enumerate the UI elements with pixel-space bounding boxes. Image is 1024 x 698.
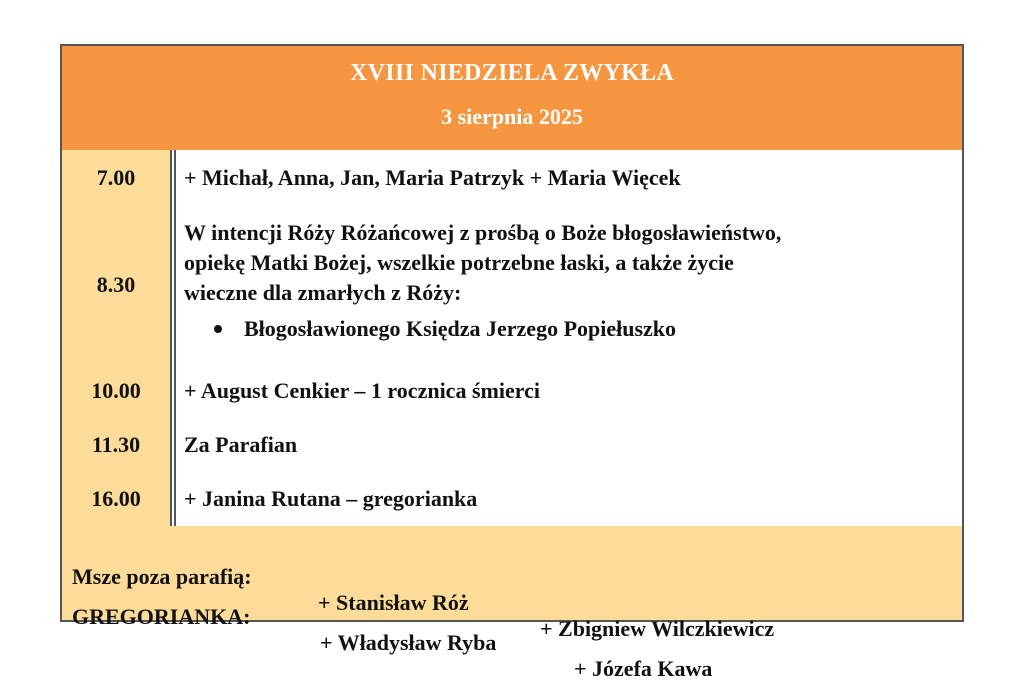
mass-intention: + Janina Rutana – gregorianka <box>184 486 478 511</box>
bullet-icon <box>214 325 222 333</box>
outside-mass-item: + Zbigniew Wilczkiewicz <box>540 616 775 641</box>
gregorian-item: + Józefa Kawa <box>574 656 713 681</box>
intention-bullet-text: Błogosławionego Księdza Jerzego Popiełuszko <box>244 316 677 341</box>
gregorian-label: GREGORIANKA: <box>72 604 251 629</box>
intention-bullet-item <box>184 314 950 344</box>
mass-schedule-table <box>60 44 964 681</box>
mass-intention: Za Parafian <box>184 432 298 457</box>
mass-intention-cell <box>174 472 962 526</box>
mass-intention-line: opiekę Matki Bożej, wszelkie potrzebne łaski, a także życie <box>184 250 734 275</box>
mass-row <box>62 472 962 528</box>
mass-intention-cell <box>174 418 962 472</box>
page-title: XVIII NIEDZIELA ZWYKŁA <box>349 60 674 86</box>
mass-intention-line: W intencji Róży Różańcowej z prośbą o Boże błogosławieństwo, <box>184 220 782 245</box>
mass-intention-cell <box>174 364 962 418</box>
mass-intention: + August Cenkier – 1 rocznica śmierci <box>184 378 540 403</box>
mass-time: 8.30 <box>96 272 136 297</box>
mass-intention-cell <box>174 206 962 364</box>
schedule-header <box>62 46 962 152</box>
mass-intention: + Michał, Anna, Jan, Maria Patrzyk + Maria Więcek <box>184 165 681 190</box>
mass-row <box>62 364 962 420</box>
schedule-date: 3 sierpnia 2025 <box>441 104 583 129</box>
mass-time-cell <box>62 206 172 364</box>
outside-mass-item: + Stanisław Róż <box>318 590 469 615</box>
mass-time-cell <box>62 150 172 206</box>
mass-time-cell <box>62 472 172 526</box>
mass-row <box>62 206 962 366</box>
mass-time: 16.00 <box>91 486 141 511</box>
gregorian-item: + Władysław Ryba <box>320 630 497 655</box>
mass-row <box>62 150 962 208</box>
schedule-footer <box>62 526 962 681</box>
mass-time-cell <box>62 418 172 472</box>
mass-row <box>62 418 962 474</box>
mass-intention-cell <box>174 150 962 206</box>
mass-intention-line: wieczne dla zmarłych z Róży: <box>184 280 462 305</box>
mass-time-cell <box>62 364 172 418</box>
mass-time: 7.00 <box>96 165 136 190</box>
mass-time: 10.00 <box>91 378 141 403</box>
mass-time: 11.30 <box>91 432 141 457</box>
outside-masses-label: Msze poza parafią: <box>72 564 252 589</box>
